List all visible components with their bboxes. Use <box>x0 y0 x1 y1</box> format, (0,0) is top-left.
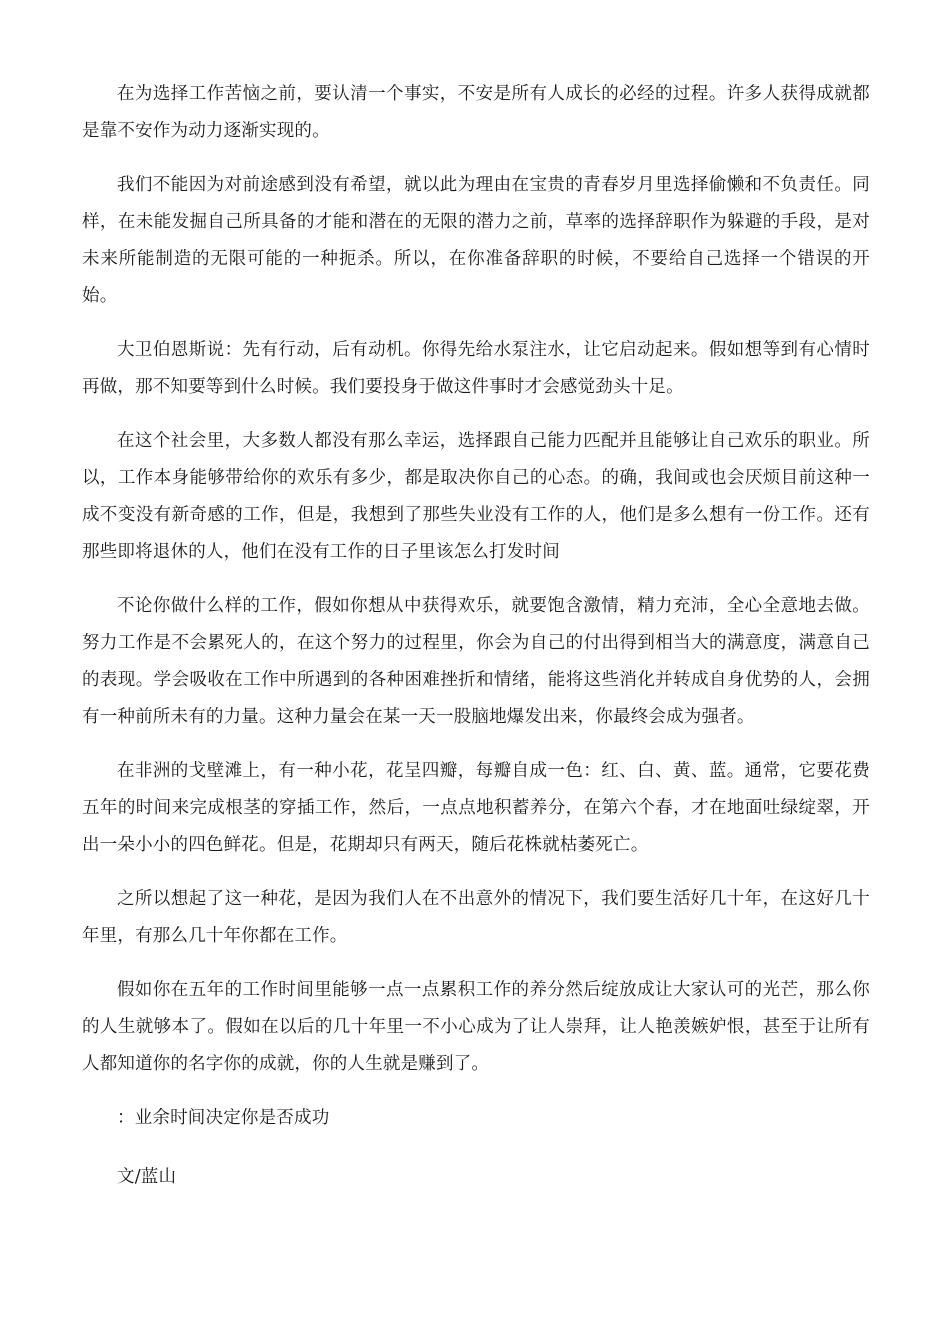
author-byline: 文/蓝山 <box>117 1167 177 1187</box>
paragraph: 假如你在五年的工作时间里能够一点一点累积工作的养分然后绽放成让大家认可的光芒，那么你的人生就够本了。假如在以后的几十年里一不小心成为了让人崇拜，让人艳羡嫉妒恨，甚至于让所有人都知道你的名字你的成就，你的人生就是赚到了。 <box>82 980 870 1074</box>
paragraph: 在这个社会里，大多数人都没有那么幸运，选择跟自己能力匹配并且能够让自己欢乐的职业。所以，工作本身能够带给你的欢乐有多少，都是取决你自己的心态。的确，我间或也会厌烦目前这种一成不变没有新奇感的工作，但是，我想到了那些失业没有工作的人，他们是多么想有一份工作。还有那些即将退休的人，他们在没有工作的日子里该怎么打发时间 <box>82 431 870 562</box>
paragraph: 在非洲的戈壁滩上，有一种小花，花呈四瓣，每瓣自成一色：红、白、黄、蓝。通常，它要花费五年的时间来完成根茎的穿插工作，然后，一点点地积蓄养分，在第六个春，才在地面吐绿绽翠，开出一朵小小的四色鲜花。但是，花期却只有两天，随后花株就枯萎死亡。 <box>82 761 870 855</box>
paragraph: 在为选择工作苦恼之前，要认清一个事实，不安是所有人成长的必经的过程。许多人获得成就都是靠不安作为动力逐渐实现的。 <box>82 84 870 141</box>
paragraph: 之所以想起了这一种花，是因为我们人在不出意外的情况下，我们要生活好几十年，在这好几十年里，有那么几十年你都在工作。 <box>82 889 870 946</box>
paragraph: 大卫伯恩斯说：先有行动，后有动机。你得先给水泵注水，让它启动起来。假如想等到有心情时再做，那不知要等到什么时候。我们要投身于做这件事时才会感觉劲头十足。 <box>82 340 870 397</box>
paragraph: 不论你做什么样的工作，假如你想从中获得欢乐，就要饱含激情，精力充沛，全心全意地去做。努力工作是不会累死人的，在这个努力的过程里，你会为自己的付出得到相当大的满意度，满意自己的表现。学会吸收在工作中所遇到的各种困难挫折和情绪，能将这些消化并转成自身优势的人，会拥有一种前所未有的力量。这种力量会在某一天一股脑地爆发出来，你最终会成为强者。 <box>82 596 870 727</box>
section-subtitle: ：业余时间决定你是否成功 <box>117 1108 330 1128</box>
document-body <box>82 76 870 1218</box>
paragraph: 我们不能因为对前途感到没有希望，就以此为理由在宝贵的青春岁月里选择偷懒和不负责任。同样，在未能发掘自己所具备的才能和潜在的无限的潜力之前，草率的选择辞职作为躲避的手段，是对未来所能制造的无限可能的一种扼杀。所以，在你准备辞职的时候，不要给自己选择一个错误的开始。 <box>82 175 870 306</box>
